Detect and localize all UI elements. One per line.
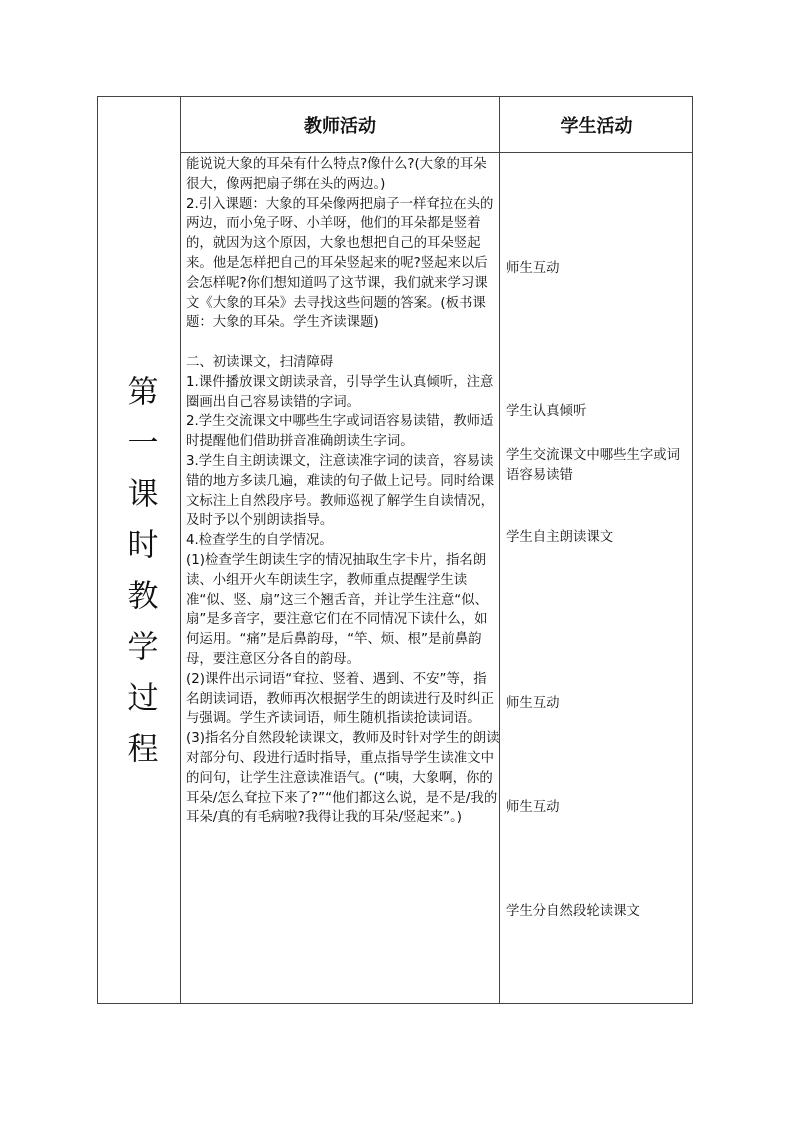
teacher-paragraph: 4.检查学生的自学情况。 [186,533,333,549]
student-note-text: 师生互动 [506,800,560,815]
teacher-paragraph: 3.学生自主朗读课文，注意读准字词的读音，容易读错的地方多读几遍，难读的句子做上记号。同时给课文标注上自然段序号。教师巡视了解学生自读情况，及时予以个别朗读指导。 [186,453,494,529]
side-title-cell [98,153,180,1004]
student-note-text: 师生互动 [506,696,560,711]
teacher-paragraph: 2.学生交流课文中哪些生字或词语容易读错，教师适时提醒他们借助拼音准确朗读生字词。 [186,414,494,450]
teacher-activity-cell [186,155,500,828]
column-divider-left [180,97,181,1003]
teacher-paragraph: 1.课件播放课文朗读录音，引导学生认真倾听，注意圈画出自己容易读错的字词。 [186,374,494,410]
student-note [506,402,692,422]
teacher-paragraph: (2)课件出示词语“耷拉、竖着、遇到、不安”等，指名朗读词语，教师再次根据学生的朗读进行及时纠正与强调。学生齐读词语，师生随机指读抢读词语。 [186,671,494,727]
student-note [506,798,692,818]
student-note-text: 学生交流课文中哪些生字或词语容易读错 [506,448,681,483]
teacher-paragraph: (3)指名分自然段轮读课文，教师及时针对学生的朗读对部分句、段进行适时指导，重点指导学生读准文中的问句，让学生注意读准语气。(“咦，大象啊，你的耳朵/怎么耷拉下来了?”“他们都这么说，是不是/我的耳朵/真的有毛病啦?我得让我的耳朵/竖起来”。) [186,731,500,826]
teacher-header: 教师活动 [304,116,376,137]
student-note-text: 学生分自然段轮读课文 [506,904,640,919]
student-note [506,528,692,548]
student-note-text: 师生互动 [506,261,560,276]
side-title: 第一课时教学过程 [121,374,158,783]
teacher-paragraph: 能说说大象的耳朵有什么特点?像什么?(大象的耳朵很大，像两把扇子绑在头的两边。) [186,157,487,192]
student-note [506,902,692,922]
teacher-paragraph: 二、初读课文，扫清障碍 [186,354,334,370]
lesson-table [97,96,693,1004]
teacher-paragraph [186,333,500,353]
student-note-text: 学生认真倾听 [506,404,587,419]
student-note [506,259,692,279]
student-note [506,446,692,486]
student-note [506,694,692,714]
teacher-paragraph: (1)检查学生朗读生字的情况抽取生字卡片，指名朗读、小组开火车朗读生字，教师重点提醒学生读准“似、竖、扇”这三个翘舌音，并让学生注意“似、扇”是多音字，要注意它们在不同情况下读什么，如何运用。“痛”是后鼻韵母，“竿、烦、根”是前鼻韵母，要注意区分各自的韵母。 [186,552,489,667]
student-header: 学生活动 [560,116,633,137]
teacher-paragraph: 2.引入课题：大象的耳朵像两把扇子一样耷拉在头的两边，而小兔子呀、小羊呀，他们的耳朵都是竖着的，就因为这个原因，大象也想把自己的耳朵竖起来。他是怎样把自己的耳朵竖起来的呢?竖起来以后会怎样呢?你们想知道吗了这节课，我们就来学习课文《大象的耳朵》去寻找这些问题的答案。(板书课题：大象的耳朵。学生齐读课题) [186,196,494,331]
student-note-text: 学生自主朗读课文 [506,530,614,545]
